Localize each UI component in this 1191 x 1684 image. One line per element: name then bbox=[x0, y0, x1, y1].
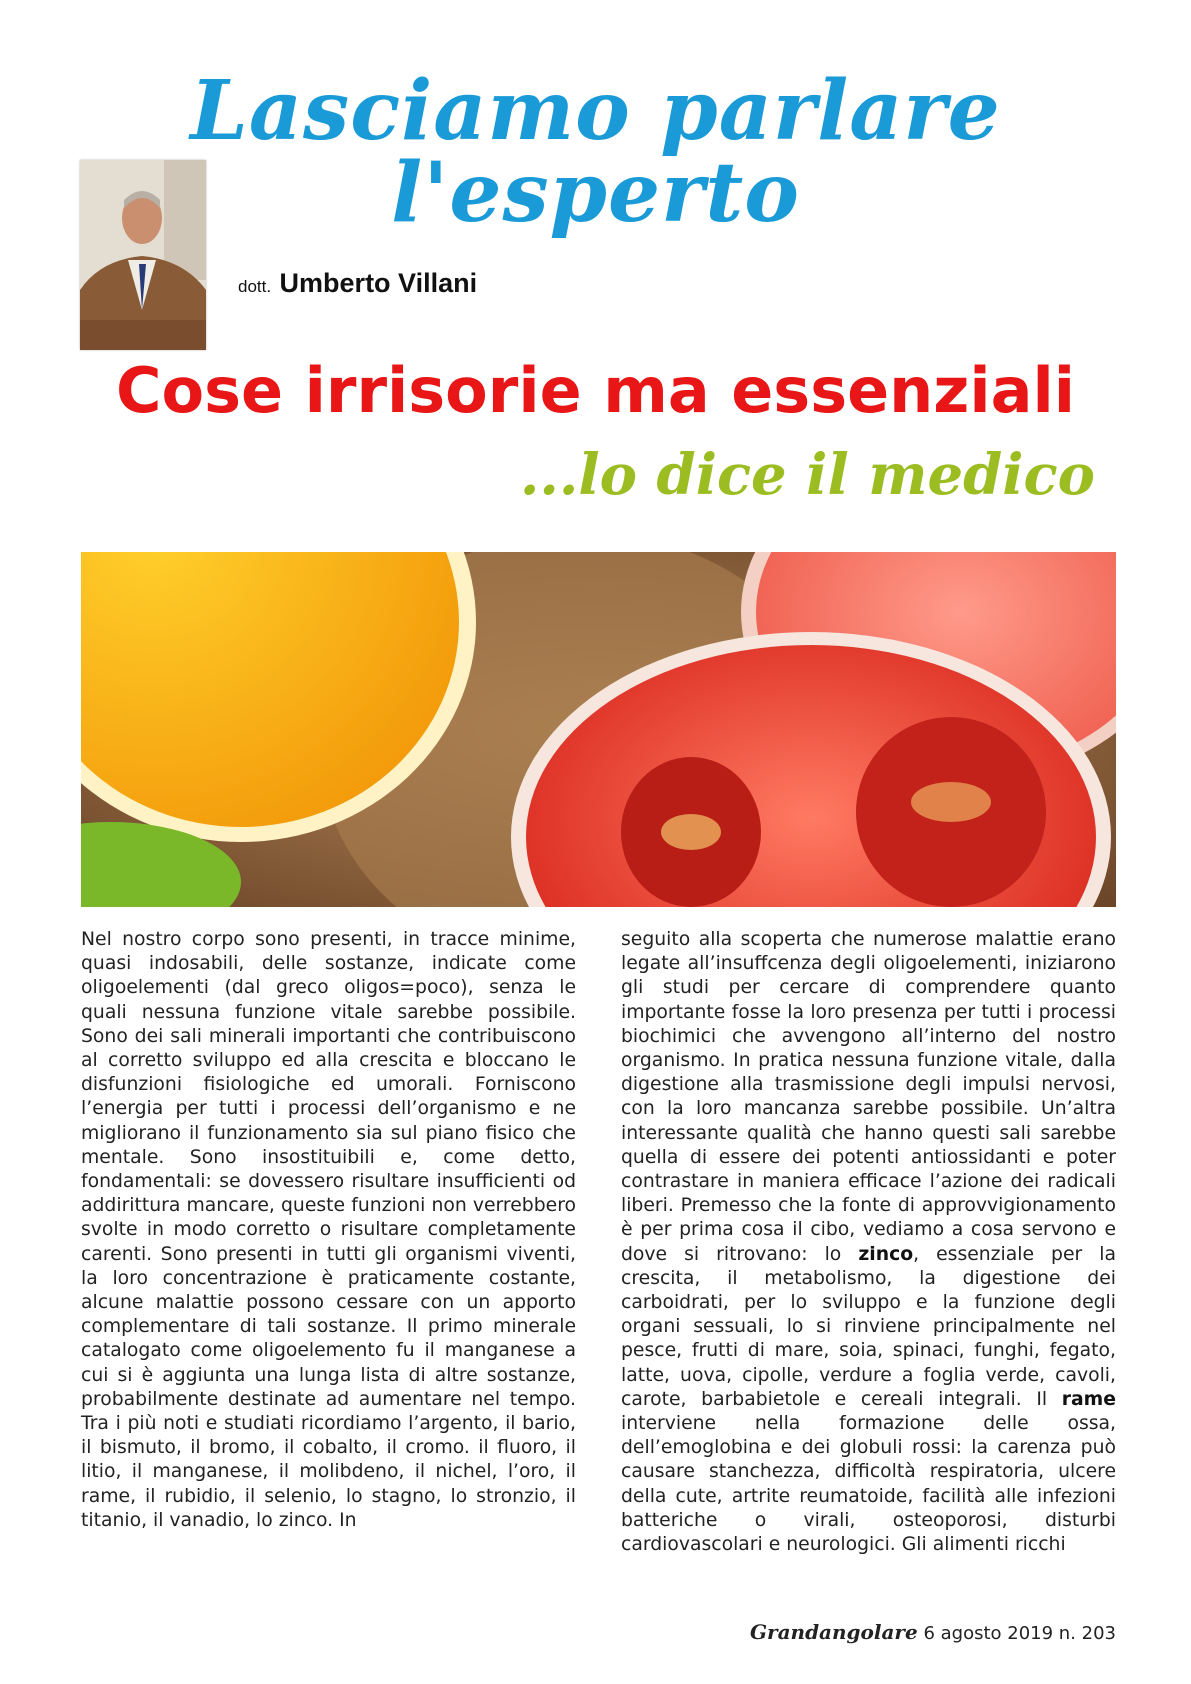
right-text-1: seguito alla scoperta che numerose malattie erano legate all’insuffcenza degli oligoelementi, iniziarono gli studi per cercare di comprendere quanto importante fosse la loro presenza per tutti i processi biochimici che avvengono all’interno del nostro organismo. In pratica nessuna funzione vitale, dalla digestione alla trasmissione degli impulsi nervosi, con la loro mancanza sarebbe possibile. Un’altra interessante qualità che hanno questi sali sarebbe quella di essere dei potenti antiossidanti e poter contrastare in maniera efficace l’azione dei radicali liberi. Premesso che la fonte di approvvigionamento è per prima cosa il cibo, vediamo a cosa servono e dove si ritrovano: lo bbox=[621, 929, 1116, 1265]
publication-name: Grandangolare bbox=[749, 1620, 918, 1644]
author-byline bbox=[238, 268, 477, 299]
right-text-3: interviene nella formazione delle ossa, dell’emoglobina e dei globuli rossi: la carenza può causare stanchezza, difficoltà respiratoria, ulcere della cute, artrite reumatoide, facilità alle infezioni batteriche o virali, osteoporosi, disturbi cardiovascolari e neurologici. Gli alimenti ricchi bbox=[621, 1413, 1116, 1556]
issue-info: 6 agosto 2019 n. 203 bbox=[923, 1623, 1116, 1644]
keyword-rame: rame bbox=[1061, 1388, 1116, 1410]
author-photo bbox=[80, 160, 206, 350]
masthead-title: Lasciamo parlare l'esperto bbox=[190, 63, 1001, 241]
article-column-left: Nel nostro corpo sono presenti, in tracce minime, quasi indosabili, delle sostanze, indicate come oligoelementi (dal greco oligos=poco), senza le quali nessuna funzione vitale sarebbe possibile. Sono dei sali minerali importanti che contribuiscono al corretto sviluppo ed alla crescita e bloccano le disfunzioni fisiologiche ed umorali. Forniscono l’energia per tutti i processi dell’organismo e ne migliorano il funzionamento sia sul piano fisico che mentale. Sono insostituibili e, come detto, fondamentali: se dovessero risultare insufficienti od addirittura mancare, queste funzioni non verrebbero svolte in modo corretto o risultare completamente carenti. Sono presenti in tutti gli organismi viventi, la loro concentrazione è praticamente costante, alcune malattie possono cessare con un apporto complementare di tali sostanze. Il primo minerale catalogato come oligoelemento fu il manganese a cui si è aggiunta una lunga lista di altre sostanze, probabilmente destinate ad aumentare nel tempo. Tra i più noti e studiati ricordiamo l’argento, il bario, il bismuto, il bromo, il cobalto, il cromo. il fluoro, il litio, il manganese, il molibdeno, il nichel, l’oro, il rame, il rubidio, il selenio, lo stagno, lo stronzio, il titanio, il vanadio, lo zinco. In bbox=[81, 929, 576, 1531]
author-prefix: dott. bbox=[238, 277, 272, 296]
article-column-right bbox=[621, 928, 1116, 1598]
page-footer bbox=[750, 1620, 1116, 1644]
author-name: Umberto Villani bbox=[279, 268, 478, 298]
hero-fruit-image bbox=[81, 552, 1116, 907]
right-text-2: , essenziale per la crescita, il metabolismo, la digestione dei carboidrati, per lo sviluppo e la funzione degli organi sessuali, lo si rinviene principalmente nel pesce, frutti di mare, soia, spinaci, funghi, fegato, latte, uova, cipolle, verdure a foglia verde, cavoli, carote, barbabietole e cereali integrali. Il bbox=[621, 1243, 1117, 1410]
article-headline: Cose irrisorie ma essenziali bbox=[115, 354, 1075, 427]
keyword-zinco: zinco bbox=[858, 1243, 914, 1265]
article-subheadline: ...lo dice il medico bbox=[519, 442, 1095, 508]
